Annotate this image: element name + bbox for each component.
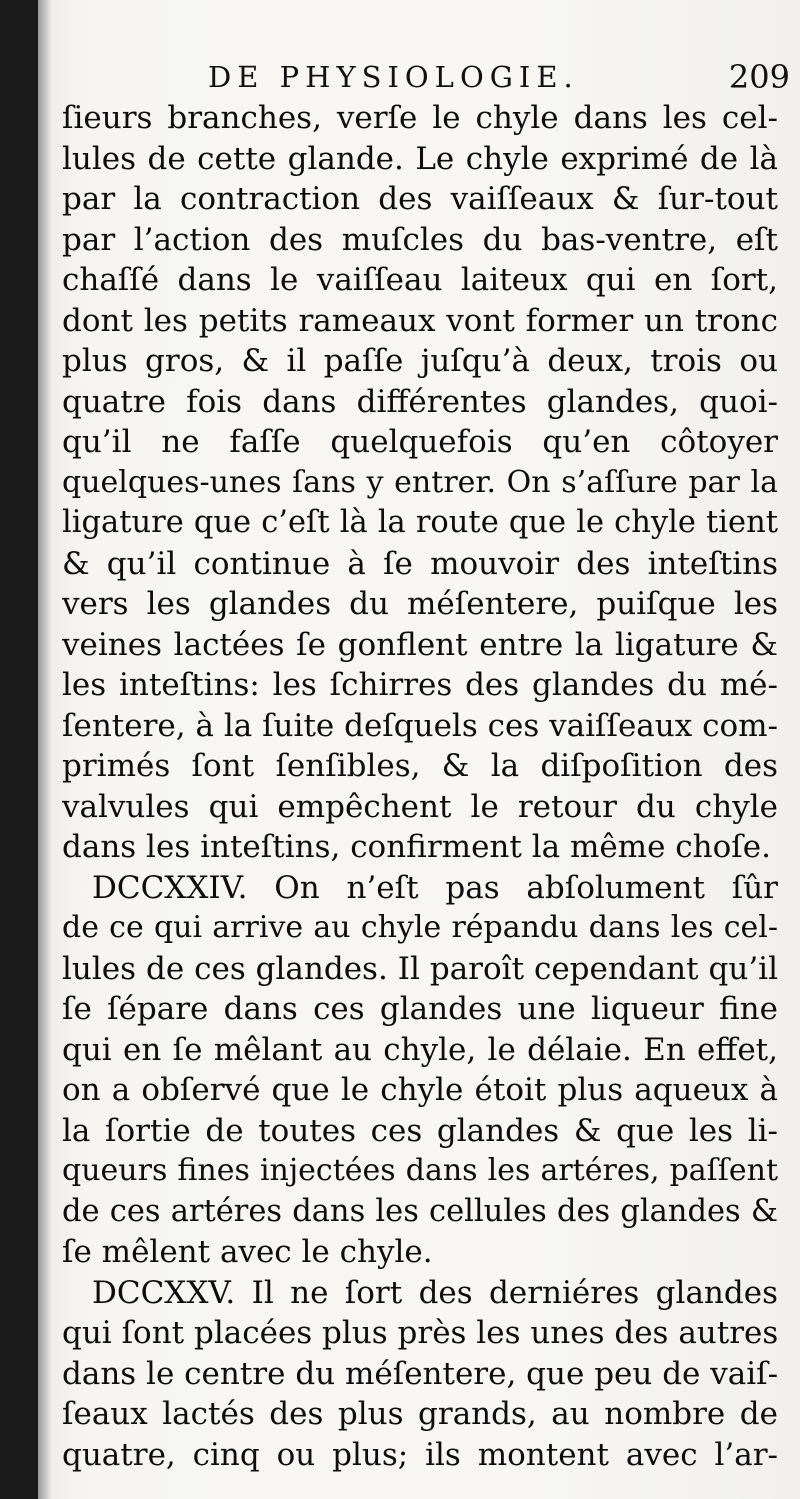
- text-line: plus gros, & il paſſe juſqu’à deux, trois ou: [62, 343, 778, 379]
- text-line: queurs fines injectées dans les artéres, paſſent: [62, 1153, 778, 1188]
- page-number: 209: [728, 58, 790, 96]
- text-line: de ces artéres dans les cellules des glandes &: [62, 1193, 778, 1229]
- paragraph-heading-line: DCCXXV. Il ne ſort des derniéres glandes: [92, 1274, 778, 1311]
- text-line: qu’il ne faſſe quelquefois qu’en côtoyer: [62, 424, 778, 460]
- text-line: veines lactées ſe gonflent entre la ligature &: [62, 626, 778, 663]
- page-gutter-shadow: [38, 0, 52, 1499]
- body-text: [62, 98, 778, 1475]
- text-line: ſentere, à la ſuite deſquels ces vaiſſeaux com-: [62, 707, 778, 744]
- text-line: ſieurs branches, verſe le chyle dans les cel-: [62, 100, 778, 136]
- book-page: [38, 0, 800, 1499]
- text-line: vers les glandes du méſentere, puiſque les: [62, 586, 778, 622]
- text-line: ſeaux lactés des plus grands, au nombre de: [62, 1396, 778, 1432]
- text-line: lules de cette glande. Le chyle exprimé de là: [62, 140, 778, 177]
- text-line: ſe ſépare dans ces glandes une liqueur fine: [62, 991, 778, 1027]
- text-line: la ſortie de toutes ces glandes & que les li-: [62, 1112, 778, 1149]
- text-line: dans les inteſtins, confirment la même choſe.: [62, 829, 771, 865]
- page-header: [38, 58, 800, 102]
- text-line: lules de ces glandes. Il paroît cependant qu’il: [62, 950, 778, 987]
- text-line: & qu’il continue à ſe mouvoir des inteſtins: [62, 545, 778, 582]
- text-line: chaſſé dans le vaiſſeau laiteux qui en ſort,: [62, 262, 778, 298]
- text-line: quatre, cinq ou plus; ils montent avec l’ar-: [62, 1436, 778, 1473]
- text-line: dont les petits rameaux vont former un tronc: [62, 302, 778, 339]
- text-line: par la contraction des vaiſſeaux & ſur-tout: [62, 181, 778, 217]
- text-line: dans le centre du méſentere, que peu de vaiſ-: [62, 1355, 778, 1392]
- text-line: on a obſervé que le chyle étoit plus aqueux à: [62, 1072, 778, 1108]
- text-line: les inteſtins: les ſchirres des glandes du mé-: [62, 667, 778, 703]
- text-line: valvules qui empêchent le retour du chyle: [62, 788, 778, 825]
- text-line: quatre fois dans différentes glandes, quoi-: [62, 383, 778, 420]
- text-line: quelques-unes ſans y entrer. On s’aſſure par la: [62, 464, 778, 500]
- text-line: de ce qui arrive au chyle répandu dans les cel-: [62, 910, 778, 945]
- text-line: primés ſont ſenſibles, & la diſpoſition des: [62, 748, 778, 784]
- running-title: DE PHYSIOLOGIE.: [208, 60, 579, 94]
- text-line: qui ſont placées plus près les unes des autres: [62, 1315, 778, 1351]
- text-line: qui en ſe mêlant au chyle, le délaie. En effet,: [62, 1031, 778, 1068]
- text-line: ſe mêlent avec le chyle.: [62, 1234, 433, 1270]
- paragraph-heading-line: DCCXXIV. On n’eſt pas abſolument ſûr: [92, 869, 778, 906]
- text-line: par l’action des muſcles du bas-ventre, eſt: [62, 221, 778, 258]
- text-line: ligature que c’eſt là la route que le chyle tient: [62, 505, 778, 540]
